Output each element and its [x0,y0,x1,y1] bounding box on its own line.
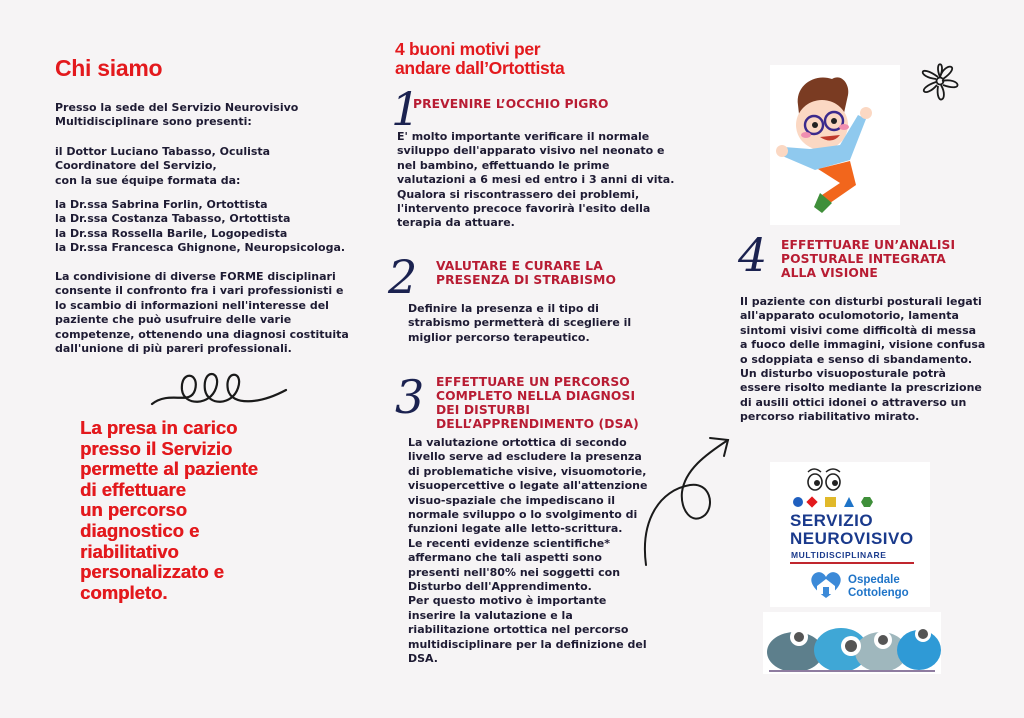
reason-number-1: 1 [391,82,421,136]
reason-text-1: E' molto importante verificare il normale sviluppo dell'apparato visivo nel neonato e nel bambino, effettuando le prime valutazioni a 6 mesi ed entro i 3 anni di vita. Qualora si riscontrassero dei problemi, l'intervento precoce favorirà l'esito della terapia da attuare. [397,130,675,230]
reason-text-2: Definire la presenza e il tipo di strabismo permetterà di scegliere il miglior percorso terapeutico. [408,302,632,344]
crochet-toys-image [763,612,941,674]
hospital-name-line1: Ospedale [848,574,900,586]
jumping-kid-image [770,65,900,225]
middle-title: 4 buoni motivi per andare dall’Ortottista [395,39,565,78]
scribble-decoration [150,360,290,410]
reason-heading-1: PREVENIRE L’OCCHIO PIGRO [413,97,609,111]
team-member: la Dr.ssa Sabrina Forlin, Ortottista [55,198,268,211]
logo-line-servizio: SERVIZIO [790,511,874,530]
reason-text-4: Il paziente con disturbi posturali legati all'apparato oculomotorio, lamenta sintomi visivi come difficoltà di messa a fuoco delle immagini, visione confusa o sdoppiata e senso di sbandamento. Un disturbo visuoposturale potrà essere risolto mediante la prescrizione di ausili ottici idonei o attraverso un percorso riabilitativo mirato. [740,295,986,424]
intro-text: Presso la sede del Servizio Neurovisivo Multidisciplinare sono presenti: [55,101,299,129]
flower-icon [905,55,975,110]
reason-text-3: La valutazione ortottica di secondo livello serve ad escludere la presenza di problematiche visive, visuomotorie, visuopercettive o legate all'attenzione visuo-spaziale che impediscano il normale sviluppo o lo svolgimento di funzioni legate alle letto-scrittura. Le recenti evidenze scientifiche* affermano che tali aspetti sono presenti nell'80% nei soggetti con Disturbo dell'Apprendimento. Per questo motivo è importante inserire la valutazione e la riabilitazione ortottica nel percorso multidisciplinare per la definizione del DSA. [408,436,648,666]
curly-arrow-decoration [640,430,740,570]
reason-heading-3: EFFETTUARE UN PERCORSO COMPLETO NELLA DIAGNOSI DEI DISTURBI DELL’APPRENDIMENTO (DSA) [436,375,639,431]
promo-text: La presa in carico presso il Servizio permette al paziente di effettuare un percorso diagnostico e riabilitativo personalizzato e completo. [80,417,258,603]
team-member: la Dr.ssa Rossella Barile, Logopedista [55,226,288,240]
reason-number-3: 3 [395,370,425,424]
reason-heading-2: VALUTARE E CURARE LA PRESENZA DI STRABISMO [436,259,617,287]
service-logo [770,462,930,607]
coordinator-text: il Dottor Luciano Tabasso, Oculista Coordinatore del Servizio, con la sue équipe formata da: [55,145,271,187]
team-member: la Dr.ssa Francesca Ghignone, Neuropsicologa. [55,241,346,255]
hospital-name-line2: Cottolengo [848,587,909,599]
logo-line-neurovisivo: NEUROVISIVO [790,529,914,548]
reason-number-2: 2 [388,250,418,304]
shapes-icon [792,495,878,509]
logo-line-multidisciplinare: MULTIDISCIPLINARE [791,550,887,560]
left-title: Chi siamo [55,55,163,81]
heart-house-icon [808,570,844,600]
kid-illustration [770,65,900,225]
team-member: la Dr.ssa Costanza Tabasso, Ortottista [55,212,291,226]
reason-heading-4: EFFETTUARE UN’ANALISI POSTURALE INTEGRATA ALLA VISIONE [781,238,956,280]
collaboration-paragraph: La condivisione di diverse FORME disciplinari consente il confronto fra i vari professionisti e lo scambio di informazioni nell'interesse del paziente che può usufruire delle varie competenze, ottenendo una diagnosi costituita dall'unione di più pareri professionali. [55,270,349,356]
logo-underline [790,562,914,564]
eyes-icon [804,464,844,492]
team-list [55,198,365,256]
reason-number-4: 4 [738,228,768,282]
